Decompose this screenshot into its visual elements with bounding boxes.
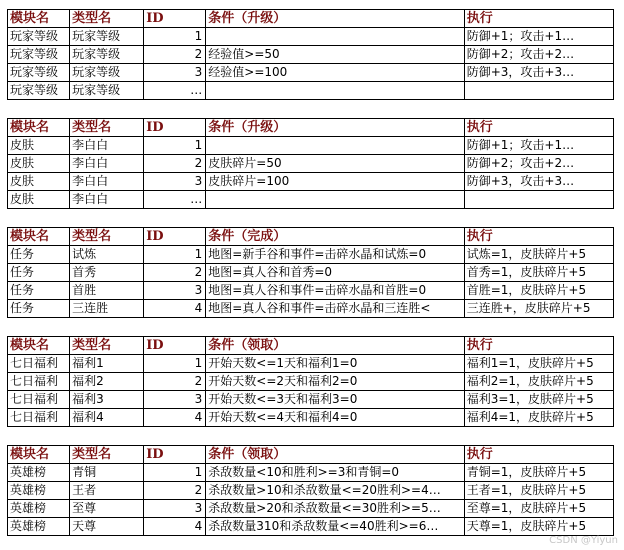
column-header: 模块名 — [8, 119, 70, 137]
table-cell: 试炼=1，皮肤碎片+5 — [464, 246, 613, 264]
table-cell: 1 — [144, 464, 206, 482]
table-cell: 王者 — [70, 482, 144, 500]
table-row — [8, 300, 614, 318]
table-cell: 三连胜+，皮肤碎片+5 — [464, 300, 613, 318]
table-cell: 福利2 — [70, 373, 144, 391]
table-cell: 1 — [144, 355, 206, 373]
table-cell — [206, 137, 464, 155]
table-cell: 英雄榜 — [8, 518, 70, 536]
table-row — [8, 82, 614, 100]
table-cell: 皮肤 — [8, 173, 70, 191]
table-cell: 七日福利 — [8, 373, 70, 391]
table-cell: 1 — [144, 246, 206, 264]
table-cell: 3 — [144, 173, 206, 191]
table-cell: 4 — [144, 409, 206, 427]
column-header: 执行 — [464, 10, 613, 28]
table-cell: 杀敌数量310和杀敌数量<=40胜利>=6… — [206, 518, 464, 536]
table-cell: 任务 — [8, 264, 70, 282]
table-cell: 七日福利 — [8, 355, 70, 373]
table-cell: 防御+3，攻击+3… — [464, 173, 613, 191]
table-cell: 3 — [144, 500, 206, 518]
table-cell: 皮肤碎片=100 — [206, 173, 464, 191]
table-cell: 3 — [144, 391, 206, 409]
table-row — [8, 173, 614, 191]
table-cell: 防御+2；攻击+2… — [464, 46, 613, 64]
column-header: 模块名 — [8, 446, 70, 464]
header-row — [8, 228, 614, 246]
table-cell: 开始天数<=1天和福利1=0 — [206, 355, 464, 373]
table-cell: 玩家等级 — [70, 82, 144, 100]
table-cell: 杀敌数量>10和杀敌数量<=20胜利>=4… — [206, 482, 464, 500]
table-row — [8, 282, 614, 300]
table-cell: 至尊 — [70, 500, 144, 518]
table-cell: 杀敌数量<10和胜利>=3和青铜=0 — [206, 464, 464, 482]
data-table — [7, 445, 614, 536]
data-table — [7, 227, 614, 318]
table-cell: 开始天数<=3天和福利3=0 — [206, 391, 464, 409]
column-header: 类型名 — [70, 446, 144, 464]
table-row — [8, 500, 614, 518]
table-cell: 英雄榜 — [8, 482, 70, 500]
table-cell: 福利2=1，皮肤碎片+5 — [464, 373, 613, 391]
table-cell: 玩家等级 — [8, 28, 70, 46]
table-cell — [464, 191, 613, 209]
table-row — [8, 464, 614, 482]
table-cell: 首胜=1，皮肤碎片+5 — [464, 282, 613, 300]
table-cell: 玩家等级 — [8, 64, 70, 82]
header-row — [8, 337, 614, 355]
column-header: ID — [144, 337, 206, 355]
watermark: CSDN @Yiyun — [549, 535, 618, 546]
header-row — [8, 119, 614, 137]
table-cell: 任务 — [8, 246, 70, 264]
column-header: 模块名 — [8, 337, 70, 355]
data-table — [7, 336, 614, 427]
table-cell: 李白白 — [70, 173, 144, 191]
table-cell: 玩家等级 — [8, 46, 70, 64]
table-cell: 1 — [144, 137, 206, 155]
table-cell: 防御+3，攻击+3… — [464, 64, 613, 82]
data-table — [7, 118, 614, 209]
table-cell — [206, 28, 464, 46]
table-cell: 地图=真人谷和事件=击碎水晶和首胜=0 — [206, 282, 464, 300]
table-cell: … — [144, 82, 206, 100]
table-row — [8, 246, 614, 264]
table-cell: 3 — [144, 282, 206, 300]
column-header: 模块名 — [8, 10, 70, 28]
column-header: 类型名 — [70, 337, 144, 355]
table-cell: 2 — [144, 482, 206, 500]
table-cell: 首胜 — [70, 282, 144, 300]
table-cell: 玩家等级 — [70, 28, 144, 46]
column-header: 类型名 — [70, 10, 144, 28]
table-cell — [464, 82, 613, 100]
column-header: 执行 — [464, 446, 613, 464]
table-row — [8, 373, 614, 391]
table-cell: 3 — [144, 64, 206, 82]
column-header: 条件（完成） — [206, 228, 464, 246]
column-header: 执行 — [464, 119, 613, 137]
table-cell: 任务 — [8, 300, 70, 318]
table-cell: 防御+1；攻击+1… — [464, 28, 613, 46]
table-cell: 任务 — [8, 282, 70, 300]
table-cell: 防御+1；攻击+1… — [464, 137, 613, 155]
table-cell: 2 — [144, 46, 206, 64]
header-row — [8, 446, 614, 464]
table-row — [8, 46, 614, 64]
table-cell: … — [144, 191, 206, 209]
table-cell: 2 — [144, 155, 206, 173]
table-cell: 至尊=1，皮肤碎片+5 — [464, 500, 613, 518]
table-row — [8, 355, 614, 373]
table-cell: 福利1 — [70, 355, 144, 373]
table-cell: 青铜 — [70, 464, 144, 482]
table-cell: 1 — [144, 28, 206, 46]
table-cell: 经验值>=100 — [206, 64, 464, 82]
table-cell: 经验值>=50 — [206, 46, 464, 64]
table-row — [8, 264, 614, 282]
table-cell: 地图=真人谷和事件=击碎水晶和三连胜< — [206, 300, 464, 318]
table-cell: 皮肤 — [8, 191, 70, 209]
table-cell: 首秀 — [70, 264, 144, 282]
table-cell: 福利3 — [70, 391, 144, 409]
table-cell: 开始天数<=4天和福利4=0 — [206, 409, 464, 427]
table-cell: 英雄榜 — [8, 464, 70, 482]
table-cell: 天尊=1，皮肤碎片+5 — [464, 518, 613, 536]
table-row — [8, 64, 614, 82]
column-header: 条件（领取） — [206, 446, 464, 464]
table-row — [8, 191, 614, 209]
table-cell: 三连胜 — [70, 300, 144, 318]
table-row — [8, 137, 614, 155]
table-cell: 2 — [144, 373, 206, 391]
column-header: ID — [144, 10, 206, 28]
table-cell: 玩家等级 — [8, 82, 70, 100]
column-header: 执行 — [464, 337, 613, 355]
table-cell: 试炼 — [70, 246, 144, 264]
table-cell: 地图=新手谷和事件=击碎水晶和试炼=0 — [206, 246, 464, 264]
table-cell: 福利4 — [70, 409, 144, 427]
column-header: ID — [144, 228, 206, 246]
table-cell: 皮肤 — [8, 155, 70, 173]
column-header: 条件（升级） — [206, 10, 464, 28]
table-cell: 首秀=1，皮肤碎片+5 — [464, 264, 613, 282]
table-cell: 玩家等级 — [70, 64, 144, 82]
table-cell: 地图=真人谷和首秀=0 — [206, 264, 464, 282]
table-cell: 4 — [144, 518, 206, 536]
table-cell: 李白白 — [70, 137, 144, 155]
table-row — [8, 409, 614, 427]
table-cell: 李白白 — [70, 155, 144, 173]
table-row — [8, 482, 614, 500]
header-row — [8, 10, 614, 28]
table-cell: 七日福利 — [8, 391, 70, 409]
table-cell: 开始天数<=2天和福利2=0 — [206, 373, 464, 391]
column-header: 条件（领取） — [206, 337, 464, 355]
table-cell: 皮肤碎片=50 — [206, 155, 464, 173]
table-row — [8, 155, 614, 173]
table-cell: 七日福利 — [8, 409, 70, 427]
table-cell: 天尊 — [70, 518, 144, 536]
table-cell: 福利1=1，皮肤碎片+5 — [464, 355, 613, 373]
table-cell: 福利3=1，皮肤碎片+5 — [464, 391, 613, 409]
column-header: ID — [144, 446, 206, 464]
column-header: 类型名 — [70, 228, 144, 246]
table-cell: 防御+2；攻击+2… — [464, 155, 613, 173]
table-cell: 王者=1，皮肤碎片+5 — [464, 482, 613, 500]
column-header: 模块名 — [8, 228, 70, 246]
table-cell: 2 — [144, 264, 206, 282]
column-header: 条件（升级） — [206, 119, 464, 137]
table-cell: 福利4=1，皮肤碎片+5 — [464, 409, 613, 427]
table-cell: 杀敌数量>20和杀敌数量<=30胜利>=5… — [206, 500, 464, 518]
table-cell: 4 — [144, 300, 206, 318]
table-row — [8, 518, 614, 536]
table-cell: 青铜=1，皮肤碎片+5 — [464, 464, 613, 482]
table-cell: 李白白 — [70, 191, 144, 209]
table-row — [8, 391, 614, 409]
table-row — [8, 28, 614, 46]
table-cell: 英雄榜 — [8, 500, 70, 518]
column-header: ID — [144, 119, 206, 137]
table-cell: 皮肤 — [8, 137, 70, 155]
table-cell: 玩家等级 — [70, 46, 144, 64]
column-header: 类型名 — [70, 119, 144, 137]
column-header: 执行 — [464, 228, 613, 246]
table-cell — [206, 191, 464, 209]
table-cell — [206, 82, 464, 100]
data-table — [7, 9, 614, 100]
